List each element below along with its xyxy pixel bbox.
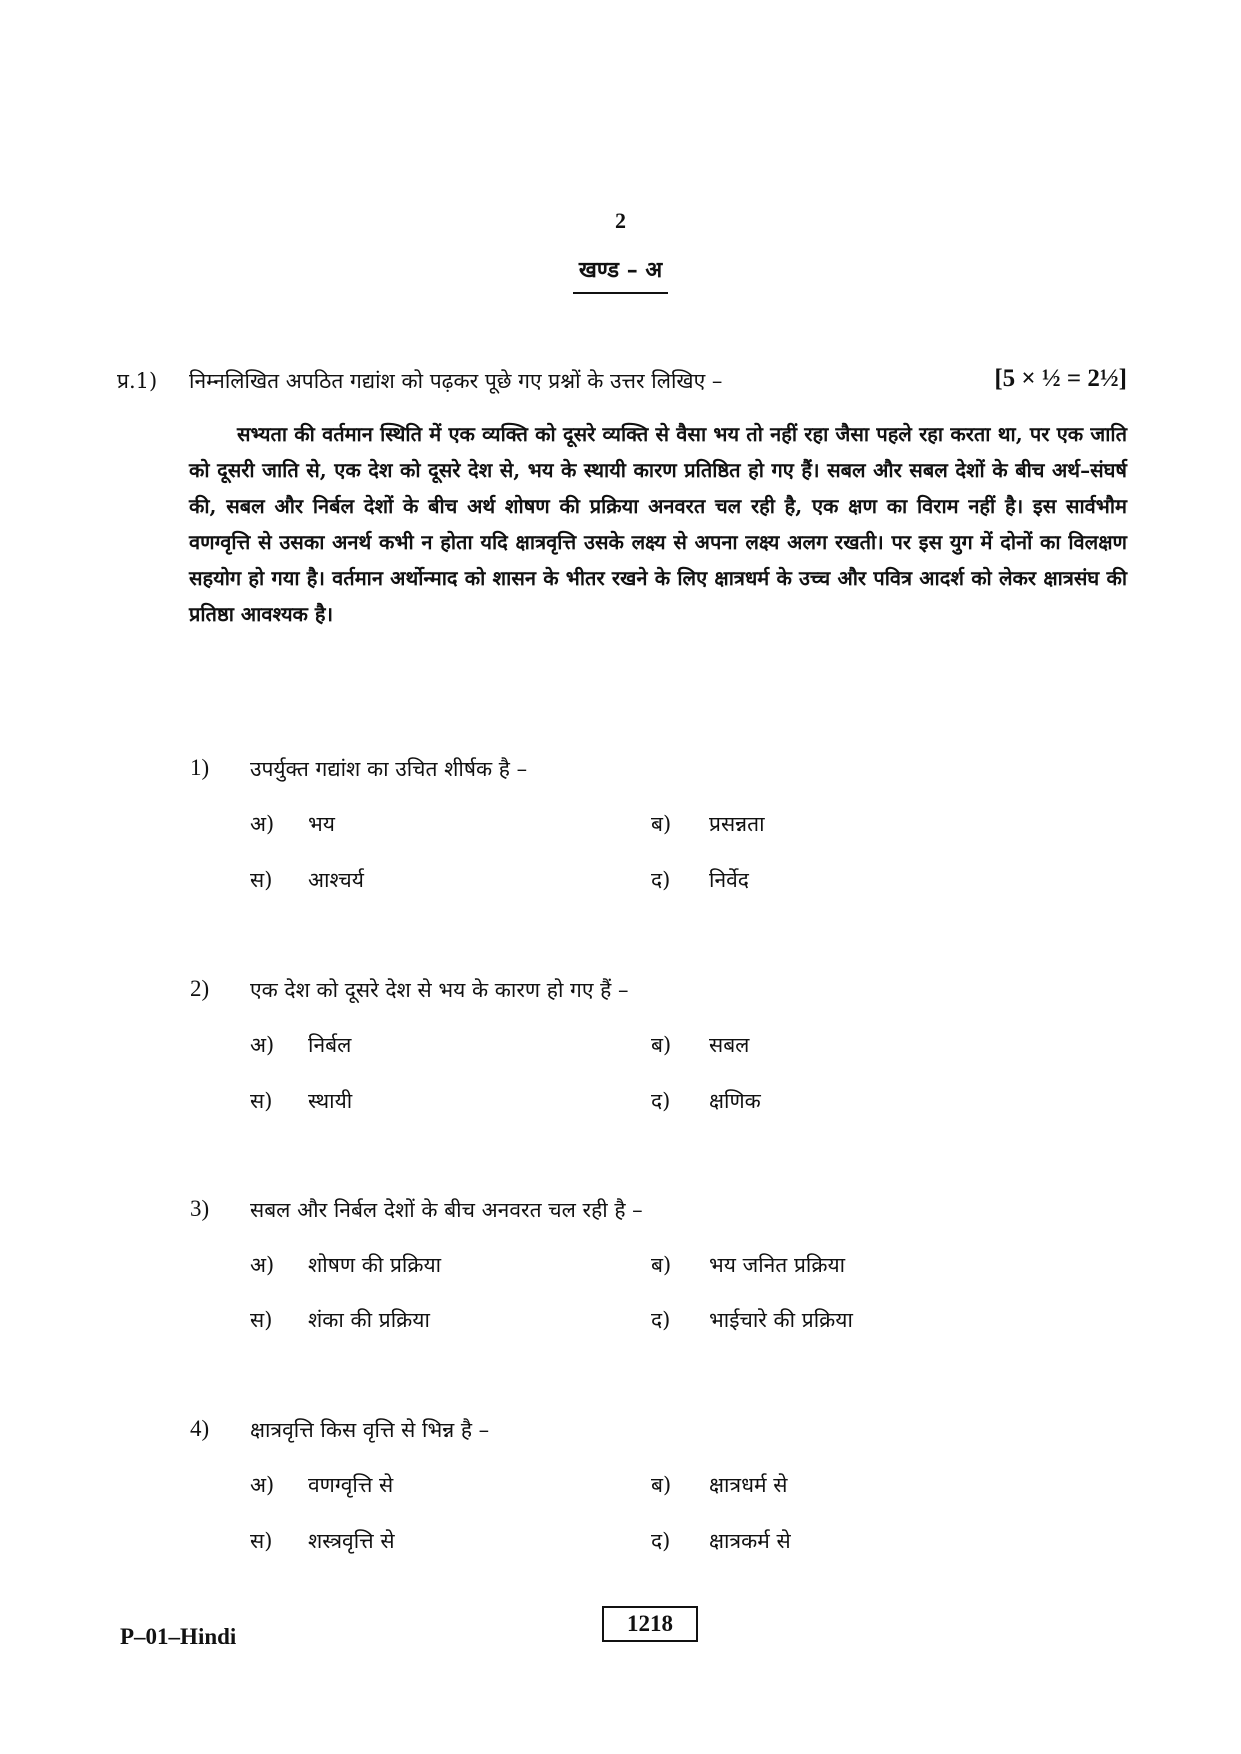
option-label: स) bbox=[250, 868, 273, 892]
paper-code: P–01–Hindi bbox=[120, 1624, 237, 1649]
option-label: स) bbox=[250, 1529, 273, 1553]
option-text: निर्बल bbox=[308, 1033, 352, 1057]
subquestion-number: 1) bbox=[190, 755, 210, 780]
option-label: ब) bbox=[651, 812, 672, 836]
option-text: निर्वेद bbox=[709, 868, 749, 892]
option-label: द) bbox=[651, 1089, 671, 1113]
option-label: ब) bbox=[651, 1253, 672, 1277]
option-label: ब) bbox=[651, 1473, 672, 1497]
subquestion-text: उपर्युक्त गद्यांश का उचित शीर्षक है – bbox=[250, 757, 528, 781]
option-label: स) bbox=[250, 1089, 273, 1113]
subquestion-number: 2) bbox=[190, 976, 210, 1001]
subquestion-number: 4) bbox=[190, 1416, 210, 1441]
question-marks: [5 × ½ = 2½] bbox=[994, 365, 1127, 392]
page-code-box: 1218 bbox=[602, 1606, 698, 1642]
option-text: क्षात्रकर्म से bbox=[709, 1529, 791, 1553]
section-title bbox=[0, 254, 1241, 294]
option-text: शोषण की प्रक्रिया bbox=[308, 1253, 442, 1277]
section-title-text: खण्ड – अ bbox=[573, 254, 668, 294]
option-text: आश्चर्य bbox=[308, 868, 364, 892]
option-label: अ) bbox=[250, 1253, 275, 1277]
option-label: अ) bbox=[250, 1473, 275, 1497]
option-label: द) bbox=[651, 868, 671, 892]
question-instruction: निम्नलिखित अपठित गद्यांश को पढ़कर पूछे गए प्रश्नों के उत्तर लिखिए – bbox=[189, 369, 723, 393]
subquestion-text: एक देश को दूसरे देश से भय के कारण हो गए हैं – bbox=[250, 978, 629, 1002]
option-text: क्षात्रधर्म से bbox=[709, 1473, 788, 1497]
option-text: शंका की प्रक्रिया bbox=[308, 1308, 430, 1332]
option-label: द) bbox=[651, 1529, 671, 1553]
option-text: प्रसन्नता bbox=[709, 812, 765, 836]
option-text: भाईचारे की प्रक्रिया bbox=[709, 1308, 853, 1332]
subquestion-text: सबल और निर्बल देशों के बीच अनवरत चल रही है – bbox=[250, 1198, 643, 1222]
option-text: क्षणिक bbox=[709, 1089, 761, 1113]
option-label: स) bbox=[250, 1308, 273, 1332]
question-number: प्र.1) bbox=[117, 369, 158, 393]
subquestion-text: क्षात्रवृत्ति किस वृत्ति से भिन्न है – bbox=[250, 1418, 490, 1442]
subquestion-number: 3) bbox=[190, 1196, 210, 1221]
option-text: भय जनित प्रक्रिया bbox=[709, 1253, 846, 1277]
option-label: अ) bbox=[250, 1033, 275, 1057]
passage-text: सभ्यता की वर्तमान स्थिति में एक व्यक्ति को दूसरे व्यक्ति से वैसा भय तो नहीं रहा जैसा पहले रहा करता था, पर एक जाति को दूसरी जाति से, एक देश को दूसरे देश से, भय के स्थायी कारण प्रतिष्ठित हो गए हैं। सबल और सबल देशों के बीच अर्थ–संघर्ष की, सबल और निर्बल देशों के बीच अर्थ शोषण की प्रक्रिया अनवरत चल रही है, एक क्षण का विराम नहीं है। इस सार्वभौम वणग्वृत्ति से उसका अनर्थ कभी न होता यदि क्षात्रवृत्ति उसके लक्ष्य से अपना लक्ष्य अलग रखती। पर इस युग में दोनों का विलक्षण सहयोग हो गया है। वर्तमान अर्थोन्माद को शासन के भीतर रखने के लिए क्षात्रधर्म के उच्च और पवित्र आदर्श को लेकर क्षात्रसंघ की प्रतिष्ठा आवश्यक है। bbox=[189, 422, 1127, 626]
option-text: स्थायी bbox=[308, 1089, 353, 1113]
option-text: सबल bbox=[709, 1033, 750, 1057]
option-text: भय bbox=[308, 812, 335, 836]
option-text: वणग्वृत्ति से bbox=[308, 1473, 394, 1497]
option-label: अ) bbox=[250, 812, 275, 836]
option-label: ब) bbox=[651, 1033, 672, 1057]
page-number: 2 bbox=[615, 208, 626, 233]
option-label: द) bbox=[651, 1308, 671, 1332]
option-text: शस्त्रवृत्ति से bbox=[308, 1529, 395, 1553]
